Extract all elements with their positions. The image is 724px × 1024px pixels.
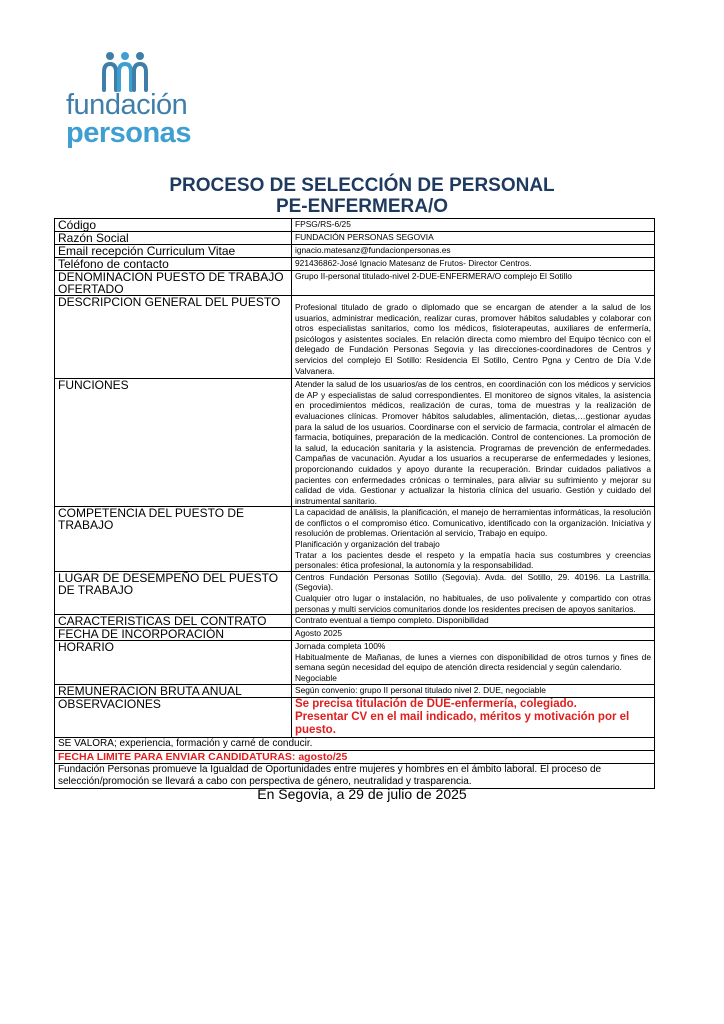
horario-line: Negociable bbox=[295, 673, 337, 683]
row-fecha-limite bbox=[55, 750, 655, 763]
logo-word-fundacion: fundación bbox=[66, 89, 188, 121]
observaciones-line: Presentar CV en el mail indicado, méritos y motivación por el puesto. bbox=[295, 710, 630, 736]
horario-line: Habitualmente de Mañanas, de lunes a viernes con disponibilidad de otros turnos y fines de semana según necesidad del equipo de atención directa residencial y según calendario. bbox=[295, 651, 651, 673]
row-telefono bbox=[55, 258, 655, 271]
row-razon-social bbox=[55, 232, 655, 245]
label-telefono: Teléfono de contacto bbox=[55, 258, 292, 271]
label-horario: HORARIO bbox=[55, 641, 292, 684]
value-funciones: Atender la salud de los usuarios/as de los centros, en coordinación con los médicos y servicios de AP y especialistas de salud correspondientes. El monitoreo de signos vitales, la asistencia en procedimientos médicos, realización de curas, toma de muestras y la realización de evaluaciones clínicas. Promover hábitos saludables, alimentación, dietas,…gestionar ayudas para la salud de los usuarios. Coordinarse con el servicio de farmacia, controlar el almacén de farmacia, botiquines, preparación de la medicación. Control de contenciones. La promoción de la salud, la educación sanitaria y la asistencia. Programas de prevención de enfermedades. Campañas de vacunación. Ayudar a los usuarios a recuperarse de enfermedades y lesiones, proporcionando cuidados y apoyo durante la recuperación. Brindar cuidados paliativos a pacientes con enfermedades crónicas o terminales, para aliviar su sufrimiento y mejorar su calidad de vida. Gestionar y actualizar la historia clínica del usuario. Gestión y cuidado del instrumental sanitario. bbox=[292, 379, 655, 507]
value-lugar bbox=[292, 571, 655, 614]
value-razon-social: FUNDACIÓN PERSONAS SEGOVIA bbox=[292, 232, 655, 245]
label-remuneracion: REMUNERACION BRUTA ANUAL bbox=[55, 684, 292, 697]
label-denominacion: DENOMINACION PUESTO DE TRABAJO OFERTADO bbox=[55, 271, 292, 296]
horario-line: Jornada completa 100% bbox=[295, 641, 386, 652]
value-observaciones bbox=[292, 697, 655, 737]
row-remuneracion bbox=[55, 684, 655, 697]
competencia-line: Planificación y organización del trabajo bbox=[295, 539, 440, 550]
value-email[interactable]: ignacio.matesanz@fundacionpersonas.es bbox=[292, 245, 655, 258]
lugar-line: Centros Fundación Personas Sotillo (Segovia). Avda. del Sotillo, 29. 40196. La Lastrilla. (Segovia). bbox=[295, 571, 651, 593]
people-logo-icon bbox=[100, 50, 150, 94]
row-email bbox=[55, 245, 655, 258]
label-lugar: LUGAR DE DESEMPEÑO DEL PUESTO DE TRABAJO bbox=[55, 571, 292, 614]
label-caracteristicas: CARACTERISTICAS DEL CONTRATO bbox=[55, 615, 292, 628]
label-codigo: Código bbox=[55, 219, 292, 232]
row-denominacion bbox=[55, 271, 655, 296]
row-caracteristicas bbox=[55, 615, 655, 628]
lugar-line: Cualquier otro lugar o instalación, no habituales, de uso polivalente y compartido con otras personas y multi servicios comunitarios donde los residentes precisen de apoyos sanitarios. bbox=[295, 593, 651, 614]
row-codigo bbox=[55, 219, 655, 232]
value-fecha-incorporacion: Agosto 2025 bbox=[292, 628, 655, 641]
value-remuneracion: Según convenio: grupo II personal titulado nivel 2. DUE, negociable bbox=[292, 684, 655, 697]
logo-word-personas: personas bbox=[66, 117, 191, 149]
value-competencia bbox=[292, 507, 655, 572]
label-fecha-incorporacion: FECHA DE INCORPORACIÓN bbox=[55, 628, 292, 641]
label-email: Email recepción Curriculum Vitae bbox=[55, 245, 292, 258]
fecha-limite-text: FECHA LIMITE PARA ENVIAR CANDIDATURAS: agosto/25 bbox=[55, 750, 655, 763]
label-descripcion: DESCRIPCION GENERAL DEL PUESTO bbox=[55, 296, 292, 379]
row-lugar bbox=[55, 571, 655, 614]
row-competencia bbox=[55, 507, 655, 572]
fundacion-personas-logo bbox=[64, 50, 191, 149]
value-codigo: FPSG/RS-6/25 bbox=[292, 219, 655, 232]
label-funciones: FUNCIONES bbox=[55, 379, 292, 507]
page-title: PROCESO DE SELECCIÓN DE PERSONAL bbox=[169, 175, 555, 196]
label-competencia: COMPETENCIA DEL PUESTO DE TRABAJO bbox=[55, 507, 292, 572]
label-observaciones: OBSERVACIONES bbox=[55, 697, 292, 737]
value-caracteristicas: Contrato eventual a tiempo completo. Disponibilidad bbox=[292, 615, 655, 628]
row-funciones bbox=[55, 379, 655, 507]
value-horario bbox=[292, 641, 655, 684]
observaciones-line: Se precisa titulación de DUE-enfermería, colegiado. bbox=[295, 697, 577, 710]
page-subtitle: PE-ENFERMERA/O bbox=[275, 196, 449, 217]
igualdad-text: Fundación Personas promueve la Igualdad de Oportunidades entre mujeres y hombres en el ámbito laboral. El proceso de selección/promoción se llevará a cabo con perspectiva de género, neutralidad y trasparencia. bbox=[55, 763, 655, 788]
competencia-line: La capacidad de análisis, la planificación, el manejo de herramientas informáticas, la resolución de conflictos o el compromiso ético. Comunicativo, identificado con la organización. Iniciativa y resolución de problemas. Orientación al servicio, Trabajo en equipo. bbox=[295, 507, 651, 539]
row-se-valora bbox=[55, 737, 655, 750]
row-descripcion bbox=[55, 296, 655, 379]
value-descripcion: Profesional titulado de grado o diplomado que se encargan de atender a la salud de los usuarios, administrar medicación, realizar curas, promover hábitos saludables y colaborar con otros especialistas sanitarios, como los médicos, fisioterapeutas, auxiliares de enfermería, psicólogos y asistentes sociales. En relación directa como miembro del Equipo técnico con el delegado de Fundación Personas Segovia y las direcciones-coordinadores de Centros y servicios del complejo El Sotillo: Residencia El Sotillo, Centro Pgna y Centro de Día V.de Valvanera. bbox=[292, 296, 655, 379]
value-telefono: 921436862-José Ignacio Matesanz de Frutos- Director Centros. bbox=[292, 258, 655, 271]
row-igualdad bbox=[55, 763, 655, 788]
row-horario bbox=[55, 641, 655, 684]
label-razon-social: Razón Social bbox=[55, 232, 292, 245]
place-date: En Segovia, a 29 de julio de 2025 bbox=[257, 786, 467, 802]
row-observaciones bbox=[55, 697, 655, 737]
se-valora-text: SE VALORA; experiencia, formación y carné de conducir. bbox=[55, 737, 655, 750]
value-denominacion: Grupo II-personal titulado-nivel 2-DUE-ENFERMERA/O complejo El Sotillo bbox=[292, 271, 655, 296]
competencia-line: Tratar a los pacientes desde el respeto y la empatía hacia sus costumbres y creencias personales: ética profesional, la autonomía y la responsabilidad. bbox=[295, 549, 651, 571]
row-fecha-incorporacion bbox=[55, 628, 655, 641]
job-offer-table bbox=[54, 218, 655, 789]
